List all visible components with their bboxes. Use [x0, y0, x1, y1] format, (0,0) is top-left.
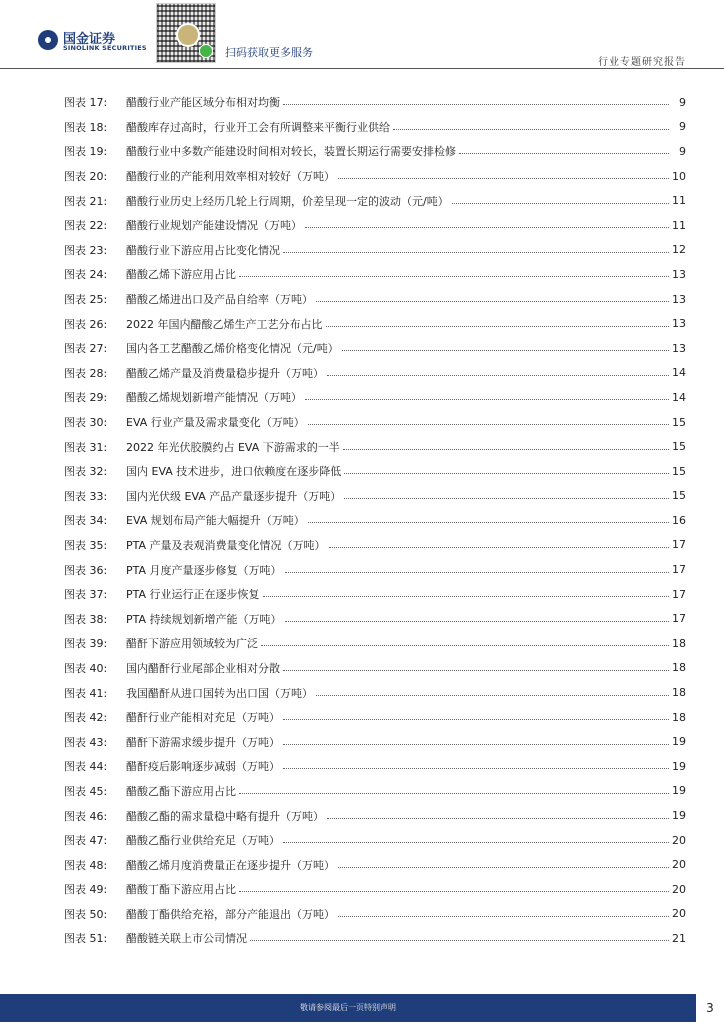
toc-dot-leader [338, 905, 669, 917]
toc-dot-leader [283, 757, 669, 769]
toc-entry-title: 醋酸行业的产能利用效率相对较好（万吨） [126, 170, 335, 184]
toc-dot-leader [338, 167, 669, 179]
toc-entry-page: 19 [672, 735, 686, 749]
toc-entry[interactable] [64, 410, 686, 435]
toc-dot-leader [239, 782, 669, 794]
toc-entry-page: 10 [672, 169, 686, 183]
toc-entry-page: 13 [672, 267, 686, 281]
toc-entry[interactable] [64, 705, 686, 730]
toc-entry-label: 图表 48: [64, 858, 108, 872]
toc-entry-page: 21 [672, 931, 686, 945]
toc-entry-label: 图表 40: [64, 661, 108, 675]
toc-entry[interactable] [64, 557, 686, 582]
toc-dot-leader [283, 708, 669, 720]
toc-dot-leader [326, 315, 670, 327]
toc-entry[interactable] [64, 852, 686, 877]
toc-entry[interactable] [64, 779, 686, 804]
toc-entry-title: 醋酸乙烯进出口及产品自给率（万吨） [126, 293, 313, 307]
toc-entry-title: 醋酸丁酯下游应用占比 [126, 883, 236, 897]
toc-dot-leader [343, 438, 669, 450]
toc-entry-page: 13 [672, 317, 686, 331]
toc-entry[interactable] [64, 164, 686, 189]
toc-entry-page: 18 [672, 636, 686, 650]
toc-entry-page: 11 [672, 218, 686, 232]
toc-entry[interactable] [64, 754, 686, 779]
toc-entry[interactable] [64, 926, 686, 951]
brand-name-cn: 国金证券 [63, 32, 116, 47]
toc-entry-title: 国内各工艺醋酸乙烯价格变化情况（元/吨） [126, 342, 339, 356]
toc-entry[interactable] [64, 262, 686, 287]
toc-entry-title: 我国醋酐从进口国转为出口国（万吨） [126, 686, 313, 700]
toc-entry-label: 图表 25: [64, 293, 108, 307]
toc-dot-leader [283, 831, 669, 843]
toc-entry-title: 醋酸行业产能区域分布相对均衡 [126, 96, 280, 110]
toc-entry[interactable] [64, 311, 686, 336]
toc-entry-title: PTA 行业运行正在逐步恢复 [126, 588, 260, 602]
toc-entry[interactable] [64, 803, 686, 828]
toc-entry-page: 17 [672, 563, 686, 577]
toc-entry[interactable] [64, 582, 686, 607]
toc-dot-leader [316, 290, 669, 302]
toc-entry-page: 20 [672, 907, 686, 921]
toc-entry-page: 18 [672, 661, 686, 675]
toc-entry[interactable] [64, 631, 686, 656]
toc-entry-label: 图表 37: [64, 588, 108, 602]
toc-entry-page: 16 [672, 513, 686, 527]
toc-entry-title: 醋酸行业历史上经历几轮上行周期，价差呈现一定的波动（元/吨） [126, 194, 449, 208]
toc-dot-leader [338, 856, 669, 868]
toc-entry[interactable] [64, 139, 686, 164]
toc-entry-page: 13 [672, 341, 686, 355]
toc-entry[interactable] [64, 287, 686, 312]
toc-entry-page: 9 [679, 95, 686, 109]
toc-dot-leader [283, 93, 669, 105]
toc-entry[interactable] [64, 115, 686, 140]
toc-dot-leader [250, 929, 669, 941]
toc-entry[interactable] [64, 238, 686, 263]
toc-entry-page: 9 [679, 144, 686, 158]
toc-entry[interactable] [64, 533, 686, 558]
toc-entry[interactable] [64, 680, 686, 705]
toc-entry-label: 图表 20: [64, 170, 108, 184]
toc-dot-leader [393, 118, 669, 130]
toc-entry-title: 醋酸乙烯下游应用占比 [126, 268, 236, 282]
toc-entry-label: 图表 21: [64, 194, 108, 208]
toc-entry-page: 19 [672, 784, 686, 798]
toc-entry-page: 14 [672, 366, 686, 380]
toc-entry[interactable] [64, 385, 686, 410]
toc-entry-title: PTA 月度产量逐步修复（万吨） [126, 563, 282, 577]
toc-entry-label: 图表 38: [64, 612, 108, 626]
toc-dot-leader [283, 659, 669, 671]
toc-entry-label: 图表 35: [64, 538, 108, 552]
toc-entry[interactable] [64, 828, 686, 853]
toc-entry[interactable] [64, 729, 686, 754]
toc-entry[interactable] [64, 877, 686, 902]
wechat-badge-icon [199, 44, 213, 58]
toc-entry-label: 图表 42: [64, 711, 108, 725]
toc-entry-title: 醋酸乙酯行业供给充足（万吨） [126, 834, 280, 848]
toc-entry[interactable] [64, 361, 686, 386]
toc-entry-page: 19 [672, 759, 686, 773]
toc-dot-leader [305, 388, 669, 400]
toc-dot-leader [344, 487, 669, 499]
toc-entry-page: 14 [672, 390, 686, 404]
toc-entry-label: 图表 45: [64, 784, 108, 798]
toc-entry-title: 醋酐下游应用领域较为广泛 [126, 637, 258, 651]
page-header [0, 0, 724, 70]
toc-entry-label: 图表 24: [64, 268, 108, 282]
toc-entry[interactable] [64, 902, 686, 927]
toc-entry-title: 醋酸乙烯产量及消费量稳步提升（万吨） [126, 366, 324, 380]
toc-entry-page: 20 [672, 882, 686, 896]
toc-entry-page: 15 [672, 415, 686, 429]
toc-entry-label: 图表 39: [64, 637, 108, 651]
toc-entry-title: 醋酸库存过高时，行业开工会有所调整来平衡行业供给 [126, 120, 390, 134]
toc-entry-label: 图表 27: [64, 342, 108, 356]
toc-entry-title: 醋酸乙酯下游应用占比 [126, 784, 236, 798]
toc-entry-page: 15 [672, 464, 686, 478]
page-number: 3 [706, 1001, 714, 1015]
toc-dot-leader [283, 733, 669, 745]
toc-dot-leader [452, 192, 669, 204]
toc-dot-leader [283, 241, 669, 253]
toc-entry-title: 醋酸行业中多数产能建设时间相对较长，装置长期运行需要安排检修 [126, 145, 456, 159]
toc-entry-title: 醋酸丁酯供给充裕，部分产能退出（万吨） [126, 907, 335, 921]
toc-entry-page: 12 [672, 243, 686, 257]
toc-entry[interactable] [64, 213, 686, 238]
toc-entry[interactable] [64, 459, 686, 484]
toc-entry-page: 15 [672, 440, 686, 454]
toc-entry[interactable] [64, 188, 686, 213]
toc-entry-label: 图表 43: [64, 735, 108, 749]
toc-entry-page: 17 [672, 538, 686, 552]
toc-entry-page: 9 [679, 120, 686, 134]
toc-entry[interactable] [64, 336, 686, 361]
toc-entry[interactable] [64, 484, 686, 509]
toc-dot-leader [342, 339, 669, 351]
toc-dot-leader [316, 684, 669, 696]
toc-dot-leader [305, 216, 669, 228]
toc-entry-label: 图表 19: [64, 145, 108, 159]
toc-dot-leader [285, 610, 669, 622]
toc-entry-title: 醋酸链关联上市公司情况 [126, 932, 247, 946]
footer-disclaimer-note: 敬请参阅最后一页特别声明 [300, 1003, 396, 1012]
toc-entry-page: 11 [672, 194, 686, 208]
toc-entry-title: 醋酐下游需求缓步提升（万吨） [126, 735, 280, 749]
sinolink-logo-icon [38, 30, 58, 50]
toc-entry[interactable] [64, 606, 686, 631]
toc-entry-label: 图表 30: [64, 416, 108, 430]
toc-dot-leader [327, 807, 669, 819]
toc-entry-label: 图表 51: [64, 932, 108, 946]
toc-entry-label: 图表 29: [64, 391, 108, 405]
toc-entry-page: 18 [672, 710, 686, 724]
toc-entry[interactable] [64, 434, 686, 459]
toc-entry-page: 20 [672, 858, 686, 872]
toc-entry-label: 图表 33: [64, 489, 108, 503]
toc-dot-leader [239, 880, 669, 892]
toc-entry-title: 醋酸行业下游应用占比变化情况 [126, 243, 280, 257]
toc-entry-label: 图表 44: [64, 760, 108, 774]
toc-entry-label: 图表 47: [64, 834, 108, 848]
toc-entry-title: 醋酐行业产能相对充足（万吨） [126, 711, 280, 725]
toc-entry-label: 图表 23: [64, 243, 108, 257]
toc-entry-label: 图表 17: [64, 96, 108, 110]
toc-dot-leader [261, 634, 669, 646]
toc-entry-title: PTA 持续规划新增产能（万吨） [126, 612, 282, 626]
sinolink-logo [38, 30, 148, 52]
toc-dot-leader [459, 142, 669, 154]
figure-list [64, 90, 686, 951]
toc-dot-leader [327, 364, 669, 376]
toc-dot-leader [308, 511, 669, 523]
toc-dot-leader [329, 536, 669, 548]
toc-entry[interactable] [64, 656, 686, 681]
toc-entry-title: 醋酸乙烯规划新增产能情况（万吨） [126, 391, 302, 405]
toc-entry-page: 20 [672, 833, 686, 847]
toc-entry-title: 2022 年国内醋酸乙烯生产工艺分布占比 [126, 317, 323, 331]
toc-entry-label: 图表 46: [64, 809, 108, 823]
header-divider [0, 68, 724, 69]
toc-entry-title: 2022 年光伏胶膜约占 EVA 下游需求的一半 [126, 440, 340, 454]
toc-entry-label: 图表 22: [64, 219, 108, 233]
toc-entry-page: 13 [672, 292, 686, 306]
toc-entry-label: 图表 28: [64, 366, 108, 380]
toc-entry-title: 醋酸行业规划产能建设情况（万吨） [126, 219, 302, 233]
toc-entry[interactable] [64, 90, 686, 115]
toc-entry-page: 18 [672, 686, 686, 700]
toc-dot-leader [285, 561, 669, 573]
toc-entry-title: 国内光伏级 EVA 产品产量逐步提升（万吨） [126, 489, 342, 503]
toc-dot-leader [263, 585, 669, 597]
toc-entry-page: 19 [672, 809, 686, 823]
toc-entry-page: 17 [672, 612, 686, 626]
toc-entry-label: 图表 18: [64, 120, 108, 134]
toc-entry-title: PTA 产量及表观消费量变化情况（万吨） [126, 538, 326, 552]
toc-entry-title: 国内 EVA 技术进步，进口依赖度在逐步降低 [126, 465, 342, 479]
toc-entry-title: 醋酸乙烯月度消费量正在逐步提升（万吨） [126, 858, 335, 872]
toc-entry-label: 图表 50: [64, 907, 108, 921]
qr-caption: 扫码获取更多服务 [225, 46, 313, 59]
toc-dot-leader [308, 413, 669, 425]
toc-entry-title: 醋酸乙酯的需求量稳中略有提升（万吨） [126, 809, 324, 823]
report-category: 行业专题研究报告 [598, 57, 686, 68]
toc-entry-label: 图表 34: [64, 514, 108, 528]
toc-entry-page: 15 [672, 489, 686, 503]
toc-entry-label: 图表 26: [64, 317, 108, 331]
toc-entry-title: 醋酐疫后影响逐步减弱（万吨） [126, 760, 280, 774]
toc-dot-leader [344, 462, 669, 474]
toc-entry-title: EVA 规划布局产能大幅提升（万吨） [126, 514, 305, 528]
toc-entry-label: 图表 32: [64, 465, 108, 479]
toc-entry-title: EVA 行业产量及需求量变化（万吨） [126, 416, 305, 430]
toc-entry-label: 图表 31: [64, 440, 108, 454]
toc-entry[interactable] [64, 508, 686, 533]
toc-entry-label: 图表 41: [64, 686, 108, 700]
toc-dot-leader [239, 265, 669, 277]
toc-entry-title: 国内醋酐行业尾部企业相对分散 [126, 661, 280, 675]
toc-entry-label: 图表 36: [64, 563, 108, 577]
brand-name-en: SINOLINK SECURITIES [63, 44, 147, 52]
toc-entry-page: 17 [672, 587, 686, 601]
toc-entry-label: 图表 49: [64, 883, 108, 897]
